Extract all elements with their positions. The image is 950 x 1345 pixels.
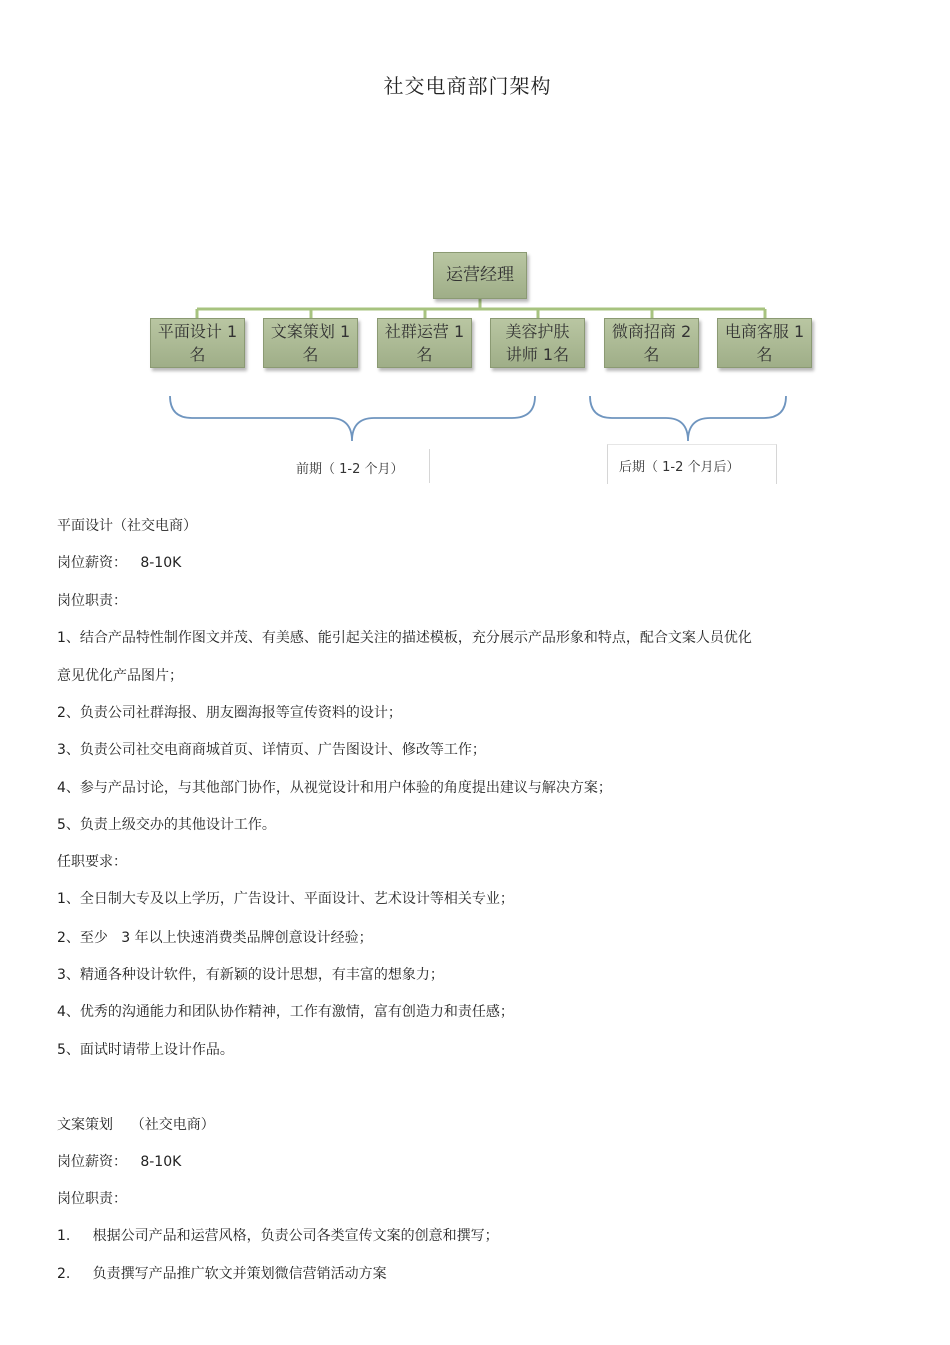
org-chart-connectors (0, 0, 950, 500)
phase-early-label: 前期（ 1-2 个月） (296, 462, 404, 477)
requirement-item: 5、面试时请带上设计作品。 (57, 1042, 234, 1058)
duty-item: 1. 根据公司产品和运营风格，负责公司各类宣传文案的创意和撰写； (57, 1228, 499, 1244)
requirements-heading: 任职要求： (57, 854, 127, 870)
section-heading-graphic-design: 平面设计（社交电商） (57, 518, 197, 534)
dept-box-ecommerce-service: 电商客服 1 名 (717, 318, 812, 368)
duties-heading: 岗位职责： (57, 593, 127, 609)
salary-line: 岗位薪资： 8-10K (57, 1154, 182, 1170)
phase-late-label: 后期（ 1-2 个月后） (619, 460, 740, 475)
requirement-item: 3、精通各种设计软件，有新颖的设计思想，有丰富的想象力； (57, 967, 444, 983)
dept-box-beauty-lecturer: 美容护肤 讲师 1名 (490, 318, 585, 368)
duty-item: 5、负责上级交办的其他设计工作。 (57, 817, 276, 833)
section-heading-copywriting: 文案策划 （社交电商） (57, 1117, 215, 1133)
duty-item: 3、负责公司社交电商商城首页、详情页、广告图设计、修改等工作； (57, 742, 486, 758)
dept-box-community-ops: 社群运营 1 名 (377, 318, 472, 368)
dept-box-graphic-design: 平面设计 1 名 (150, 318, 245, 368)
brace-late (590, 396, 786, 441)
duty-item-continued: 意见优化产品图片； (57, 668, 183, 684)
duty-item: 2、负责公司社群海报、朋友圈海报等宣传资料的设计； (57, 705, 402, 721)
requirement-item: 4、优秀的沟通能力和团队协作精神，工作有激情，富有创造力和责任感； (57, 1004, 514, 1020)
duty-item: 4、参与产品讨论，与其他部门协作，从视觉设计和用户体验的角度提出建议与解决方案； (57, 780, 612, 796)
salary-line: 岗位薪资： 8-10K (57, 555, 182, 571)
duty-item: 1、结合产品特性制作图文并茂、有美感、能引起关注的描述模板，充分展示产品形象和特点，配合文案人员优化 (57, 630, 752, 646)
dept-box-wechat-merchant: 微商招商 2 名 (604, 318, 699, 368)
brace-early (170, 396, 535, 441)
requirement-item: 2、至少 3 年以上快速消费类品牌创意设计经验； (57, 930, 373, 946)
manager-box: 运营经理 (433, 252, 527, 299)
duties-heading: 岗位职责： (57, 1191, 127, 1207)
page-title: 社交电商部门架构 (383, 74, 552, 98)
requirement-item: 1、全日制大专及以上学历，广告设计、平面设计、艺术设计等相关专业； (57, 891, 514, 907)
duty-item: 2. 负责撰写产品推广软文并策划微信营销活动方案 (57, 1266, 387, 1282)
dept-box-copywriting: 文案策划 1 名 (263, 318, 358, 368)
